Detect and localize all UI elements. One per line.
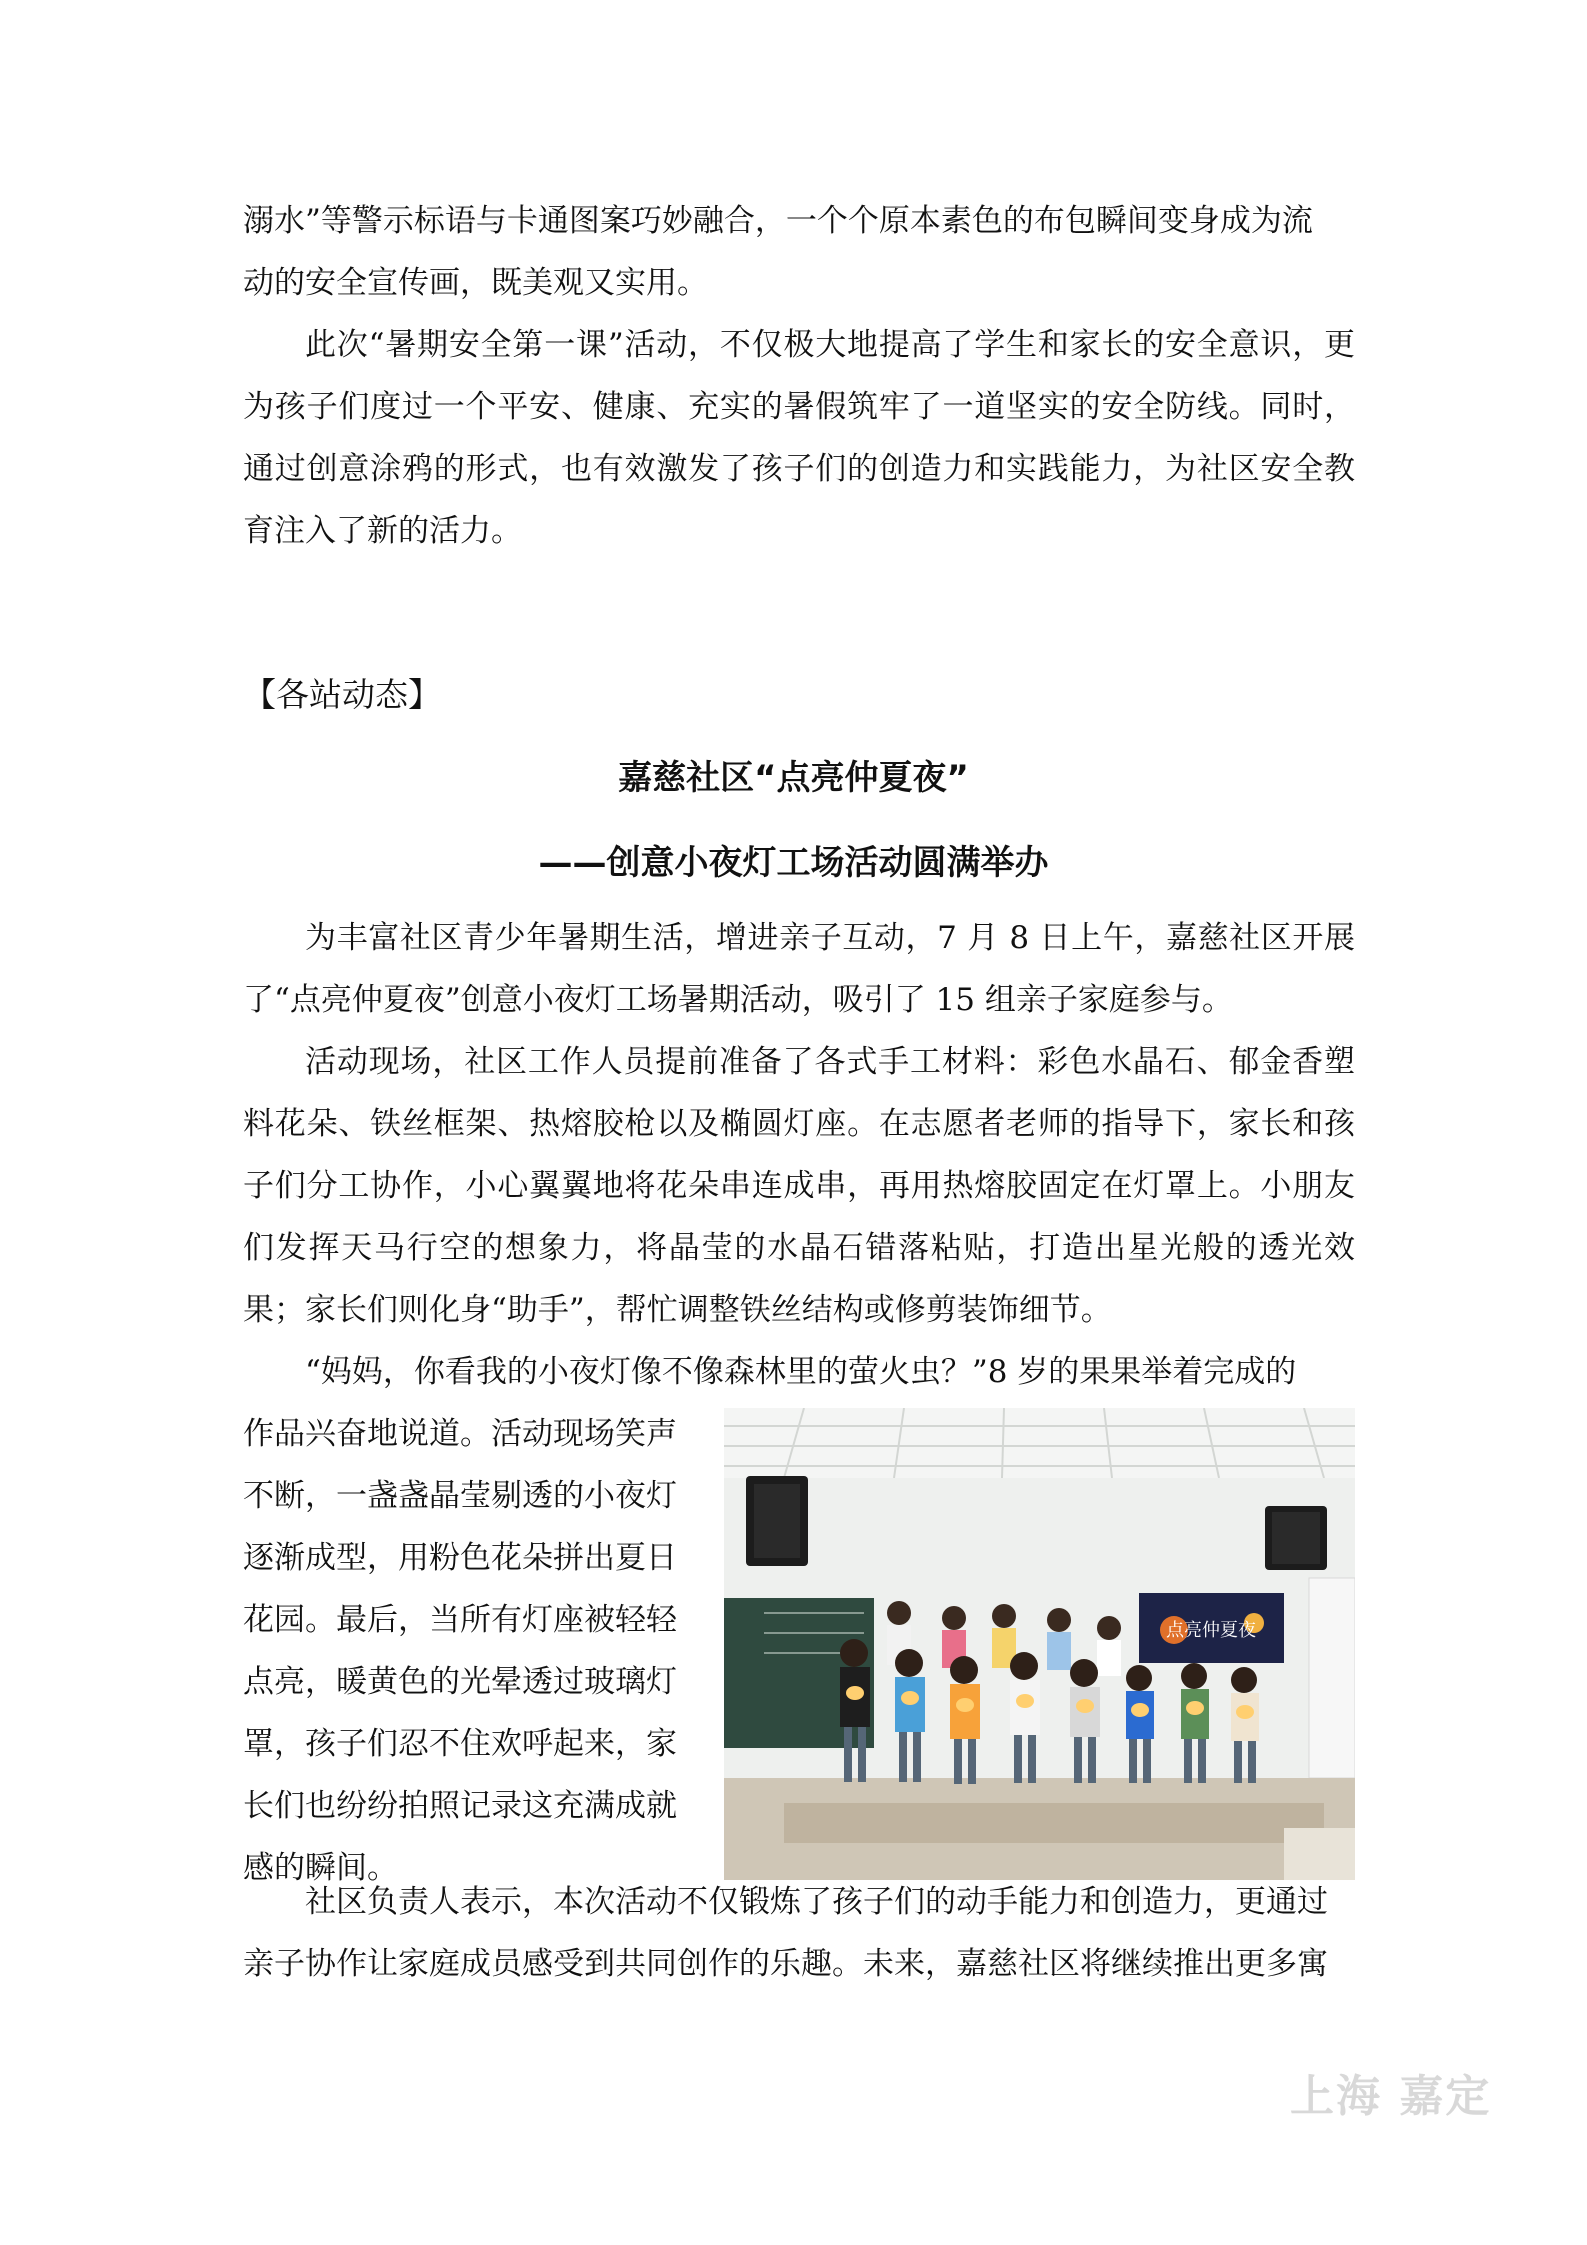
wrapped-line-3: 逐渐成型，用粉色花朵拼出夏日 (243, 1540, 677, 1576)
wrapped-line-4: 花园。最后，当所有灯座被轻轻 (243, 1602, 677, 1638)
article-paragraph-3-line-1: “妈妈，你看我的小夜灯像不像森林里的萤火虫？”8 岁的果果举着完成的 (305, 1354, 1297, 1390)
wrapped-line-1: 作品兴奋地说道。活动现场笑声 (243, 1416, 677, 1452)
article-paragraph-2: 活动现场，社区工作人员提前准备了各式手工材料：彩色水晶石、郁金香塑料花朵、铁丝框架、热熔胶枪以及椭圆灯座。在志愿者老师的指导下，家长和孩子们分工协作，小心翼翼地将花朵串连成串，再用热熔胶固定在灯罩上。小朋友们发挥天马行空的想象力，将晶莹的水晶石错落粘贴，打造出星光般的透光效果；家长们则化身“助手”，帮忙调整铁丝结构或修剪装饰细节。 (243, 1044, 1355, 1328)
group-photo (724, 1408, 1355, 1880)
article-subtitle: ——创意小夜灯工场活动圆满举办 (538, 843, 1049, 883)
group-photo-illustration (724, 1408, 1355, 1880)
article-paragraph-4-line-2: 亲子协作让家庭成员感受到共同创作的乐趣。未来，嘉慈社区将继续推出更多寓 (243, 1946, 1328, 1982)
photo-side-text (243, 1403, 703, 1899)
article-paragraph-1: 为丰富社区青少年暑期生活，增进亲子互动，7 月 8 日上午，嘉慈社区开展了“点亮仲夏夜”创意小夜灯工场暑期活动，吸引了 15 组亲子家庭参与。 (243, 920, 1355, 1018)
article-title: 嘉慈社区“点亮仲夏夜” (618, 758, 969, 798)
wrapped-line-5: 点亮，暖黄色的光晕透过玻璃灯 (243, 1664, 677, 1700)
wrapped-line-2: 不断，一盏盏晶莹剔透的小夜灯 (243, 1478, 677, 1514)
intro-paragraph-2: 此次“暑期安全第一课”活动，不仅极大地提高了学生和家长的安全意识，更为孩子们度过一个平安、健康、充实的暑假筑牢了一道坚实的安全防线。同时，通过创意涂鸦的形式，也有效激发了孩子们的创造力和实践能力，为社区安全教育注入了新的活力。 (243, 327, 1355, 549)
photo-screen-text: 点亮仲夏夜 (1166, 1620, 1256, 1641)
article-body (243, 907, 1355, 1995)
wrapped-line-8: 感的瞬间。 (243, 1850, 398, 1886)
wrapped-line-7: 长们也纷纷拍照记录这充满成就 (243, 1788, 677, 1824)
photo-wrap-block (243, 1403, 1355, 1886)
intro-paragraph-1-line-1: 溺水”等警示标语与卡通图案巧妙融合，一个个原本素色的布包瞬间变身成为流 (243, 203, 1313, 239)
intro-text (243, 190, 1355, 562)
watermark-logo: 上海 嘉定 (1290, 2071, 1492, 2122)
intro-paragraph-1-line-2: 动的安全宣传画，既美观又实用。 (243, 265, 708, 301)
section-header: 【各站动态】 (243, 675, 441, 714)
article-paragraph-4 (243, 1871, 1355, 1995)
wrapped-line-6: 罩，孩子们忍不住欢呼起来，家 (243, 1726, 677, 1762)
article-paragraph-4-line-1: 社区负责人表示，本次活动不仅锻炼了孩子们的动手能力和创造力，更通过 (305, 1884, 1328, 1920)
